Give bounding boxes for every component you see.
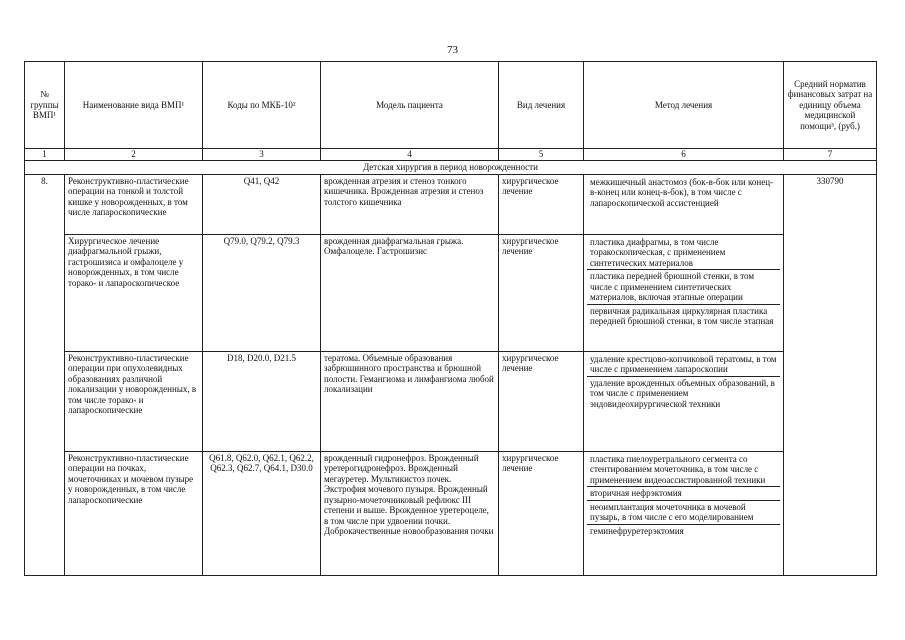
patient-model: врожденная атрезия и стеноз тонкого кишечника. Врожденная атрезия и стеноз толстого кишечника <box>321 174 499 234</box>
treatment-method: межкишечный анастомоз (бок-в-бок или конец-в-конец или конец-в-бок), в том числе с лапароскопической ассистенцией <box>590 176 774 208</box>
table-row <box>25 174 877 234</box>
patient-model: тератома. Объемные образования забрюшинного пространства и брюшной полости. Гемангиома и лимфангиома любой локализации <box>321 351 499 451</box>
header-treatment-method: Метод лечения <box>584 62 784 149</box>
header-vmp-name: Наименование вида ВМП¹ <box>65 62 203 149</box>
treatment-method: неоимплантация мочеточника в мочевой пузырь, в том числе с его моделированием <box>587 501 780 525</box>
table-row <box>25 351 877 451</box>
header-icd-codes: Коды по МКБ-10² <box>203 62 321 149</box>
column-number: 1 <box>25 149 65 161</box>
treatment-method: удаление врожденных объемных образований, в том числе с применением эндовидеохирургической техники <box>590 377 775 409</box>
treatment-method: пластика диафрагмы, в том числе торакоскопическая, с применением синтетических материалов <box>587 236 780 271</box>
vmp-name: Реконструктивно-пластические операции на тонкой и толстой кишке у новорожденных, в том числе лапароскопические <box>65 174 203 234</box>
vmp-name: Реконструктивно-пластические операции при опухолевидных образованиях различной локализации у новорожденных, в том числе торако- и лапароскопические <box>65 351 203 451</box>
group-number: 8. <box>25 174 65 575</box>
column-number-row <box>25 149 877 161</box>
treatment-type: хирургическое лечение <box>499 351 584 451</box>
patient-model: врожденная диафрагмальная грыжа. Омфалоцеле. Гастрошизис <box>321 234 499 351</box>
header-cost: Средний норматив финансовых затрат на единицу объема медицинской помощи³, (руб.) <box>784 62 877 149</box>
treatment-type: хирургическое лечение <box>499 174 584 234</box>
icd-codes: Q41, Q42 <box>203 174 321 234</box>
column-number: 3 <box>203 149 321 161</box>
treatment-method: первичная радикальная циркулярная пластика передней брюшной стенки, в том числе этапная <box>590 305 774 326</box>
vmp-table <box>24 61 877 576</box>
header-group-number: № группы ВМП¹ <box>25 62 65 149</box>
treatment-method: удаление крестцово-копчиковой тератомы, в том числе с применением лапароскопии <box>587 353 780 377</box>
treatment-type: хирургическое лечение <box>499 451 584 575</box>
column-number: 2 <box>65 149 203 161</box>
table-row <box>25 451 877 575</box>
icd-codes: Q79.0, Q79.2, Q79.3 <box>203 234 321 351</box>
treatment-methods <box>584 351 784 451</box>
cost-value: 330790 <box>784 174 877 575</box>
section-title: Детская хирургия в период новорожденности <box>25 160 877 174</box>
table-row <box>25 234 877 351</box>
header-row <box>25 62 877 149</box>
icd-codes: D18, D20.0, D21.5 <box>203 351 321 451</box>
header-treatment-type: Вид лечения <box>499 62 584 149</box>
treatment-method: вторичная нефрэктомия <box>587 487 780 501</box>
treatment-methods <box>584 174 784 234</box>
column-number: 7 <box>784 149 877 161</box>
vmp-name: Реконструктивно-пластические операции на почках, мочеточниках и мочевом пузыре у новорожденных, в том числе лапароскопические <box>65 451 203 575</box>
section-row <box>25 160 877 174</box>
treatment-method: геминефруретерэктомия <box>590 525 684 536</box>
treatment-methods <box>584 234 784 351</box>
treatment-method: пластика пиелоуретрального сегмента со стентированием мочеточника, в том числе с применением видеоассистированной техники <box>587 453 780 488</box>
treatment-method: пластика передней брюшной стенки, в том числе с применением синтетических материалов, включая этапные операции <box>587 270 780 305</box>
column-number: 4 <box>321 149 499 161</box>
column-number: 5 <box>499 149 584 161</box>
treatment-methods <box>584 451 784 575</box>
patient-model: врожденный гидронефроз. Врожденный уретерогидронефроз. Врожденный мегауретер. Мультикистоз почек. Экстрофия мочевого пузыря. Врожденный пузырно-мочеточниковый рефлюкс III степени и выше. Врожденное уретероцеле, в том числе при удвоении почки. Доброкачественные новообразования почки <box>321 451 499 575</box>
icd-codes: Q61.8, Q62.0, Q62.1, Q62.2, Q62.3, Q62.7, Q64.1, D30.0 <box>203 451 321 575</box>
header-patient-model: Модель пациента <box>321 62 499 149</box>
treatment-type: хирургическое лечение <box>499 234 584 351</box>
vmp-name: Хирургическое лечение диафрагмальной грыжи, гастрошизиса и омфалоцеле у новорожденных, в том числе торако- и лапароскопическое <box>65 234 203 351</box>
page-number: 73 <box>447 44 458 56</box>
column-number: 6 <box>584 149 784 161</box>
